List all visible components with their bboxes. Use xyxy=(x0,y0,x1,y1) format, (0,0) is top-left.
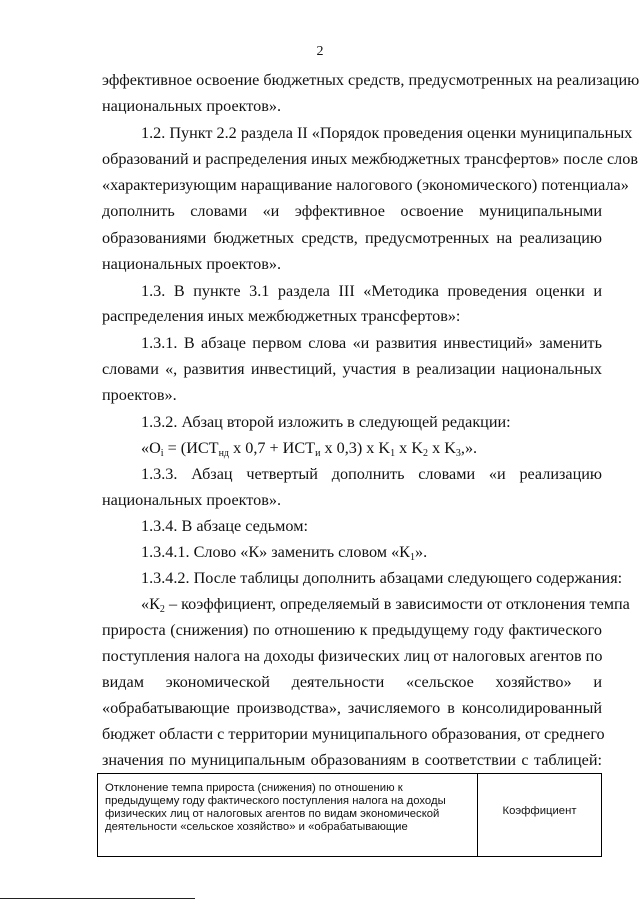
text-line: 1.3.4.2. После таблицы дополнить абзацами следующего содержания: xyxy=(141,569,623,587)
text-line: поступления налога на доходы физических лиц от налоговых агентов по xyxy=(102,647,603,665)
text-line: образований и распределения иных межбюджетных трансфертов» после слов xyxy=(102,150,638,168)
k1-line: 1.3.4.1. Слово «К» заменить словом «$К_1$». xyxy=(141,543,428,563)
coefficient-table xyxy=(97,773,602,857)
footnote-rule xyxy=(0,898,195,899)
table-header-deviation: Отклонение темпа прироста (снижения) по отношению к предыдущему году фактического поступления налога на доходы физических лиц от налоговых агентов по видам экономической деятельности «сельское хозяйство» и «обрабатывающие xyxy=(98,774,478,856)
text-line: прироста (снижения) по отношению к предыдущему году фактического xyxy=(102,621,602,639)
text-line: «характеризующим наращивание налогового (экономического) потенциала» xyxy=(102,176,629,194)
text-line: видам экономической деятельности «сельское хозяйство» и xyxy=(102,673,602,691)
text-line: дополнить словами «и эффективное освоение муниципальными xyxy=(102,202,602,220)
text-line: 1.3.3. Абзац четвертый дополнить словами «и реализацию xyxy=(141,465,602,483)
text-line: «обрабатывающие производства», зачисляемого в консолидированный xyxy=(102,699,602,717)
text-line: значения по муниципальным образованиям в соответствии с таблицей: xyxy=(102,751,602,769)
formula-line: «$O_i = (ИСТ_{нд}$ х $0,7 + ИСТ_и$ х 0,3) х $K_1$ х $K_2$ х $K_3$,». xyxy=(141,439,478,459)
text-line: словами «, развития инвестиций, участия в реализации национальных xyxy=(102,360,602,378)
text-line: 1.3.4. В абзаце седьмом: xyxy=(141,517,308,535)
text-line: проектов». xyxy=(102,386,177,404)
text-line: 1.2. Пункт 2.2 раздела II «Порядок проведения оценки муниципальных xyxy=(141,124,633,142)
page-number: 2 xyxy=(316,44,324,59)
text-line: национальных проектов». xyxy=(102,255,282,273)
text-line: национальных проектов». xyxy=(102,97,282,115)
text-line: 1.3. В пункте 3.1 раздела III «Методика проведения оценки и xyxy=(141,282,602,300)
table-header-coefficient: Коэффициент xyxy=(502,805,577,817)
text-line: 1.3.1. В абзаце первом слова «и развития инвестиций» заменить xyxy=(141,334,602,352)
text-line: бюджет области с территории муниципального образования, от среднего xyxy=(102,725,605,743)
text-line: эффективное освоение бюджетных средств, предусмотренных на реализацию xyxy=(102,71,640,89)
text-line: национальных проектов». xyxy=(102,491,282,509)
k2-line: «$К_2$ – коэффициент, определяемый в зависимости от отклонения темпа xyxy=(141,595,630,615)
text-line: 1.3.2. Абзац второй изложить в следующей редакции: xyxy=(141,413,511,431)
text-line: распределения иных межбюджетных трансфертов»: xyxy=(102,307,461,325)
text-line: образованиями бюджетных средств, предусмотренных на реализацию xyxy=(102,229,602,247)
